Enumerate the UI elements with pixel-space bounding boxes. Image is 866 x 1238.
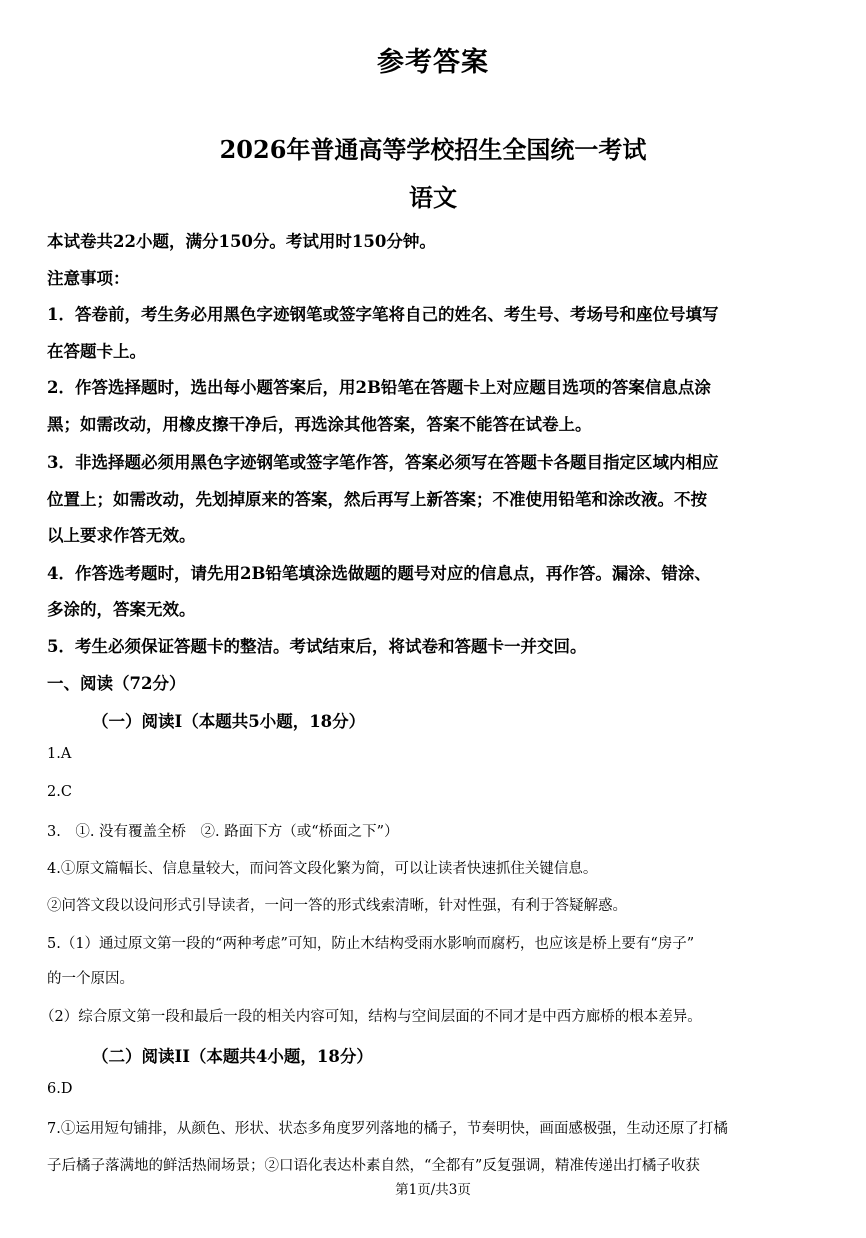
notice-heading: 注意事项：: [47, 269, 130, 288]
exam-title: 2026年普通高等学校招生全国统一考试: [219, 135, 647, 164]
answer-line: 5.（1）通过原文第一段的“两种考虑”可知，防止木结构受雨水影响而腐朽，也应该是桥上要有“房子”: [47, 936, 695, 952]
notice-line: 多涂的，答案无效。: [47, 600, 196, 619]
subject-title: 语文: [409, 183, 457, 212]
notice-line: 位置上；如需改动，先划掉原来的答案，然后再写上新答案；不准使用铅笔和涂改液。不按: [47, 490, 707, 509]
notice-line: 3．非选择题必须用黑色字迹钢笔或签字笔作答，答案必须写在答题卡各题目指定区域内相应: [47, 453, 719, 472]
notice-line: 1．答卷前，考生务必用黑色字迹钢笔或签字笔将自己的姓名、考生号、考场号和座位号填写: [47, 305, 719, 324]
answer-line: 的一个原因。: [47, 971, 134, 987]
answer-line: 2.C: [47, 784, 72, 800]
notice-line: 黑；如需改动，用橡皮擦干净后，再选涂其他答案，答案不能答在试卷上。: [47, 415, 592, 434]
answer-line: （2）综合原文第一段和最后一段的相关内容可知，结构与空间层面的不同才是中西方廊桥的根本差异。: [40, 1009, 702, 1025]
answer-line: 4.①原文篇幅长、信息量较大，而问答文段化繁为简，可以让读者快速抓住关键信息。: [47, 861, 598, 877]
answer-line: 子后橘子落满地的鲜活热闹场景；②口语化表达朴素自然，“全都有”反复强调，精准传递出打橘子收获: [47, 1158, 700, 1174]
page-number: 第1页/共3页: [395, 1182, 471, 1198]
answer-line: 1.A: [47, 746, 72, 762]
notice-line: 2．作答选择题时，选出每小题答案后，用2B铅笔在答题卡上对应题目选项的答案信息点涂: [47, 378, 711, 397]
answer-line: 7.①运用短句铺排，从颜色、形状、状态多角度罗列落地的橘子，节奏明快，画面感极强，生动还原了打橘: [47, 1121, 728, 1137]
notice-line: 以上要求作答无效。: [47, 526, 196, 545]
answer-line: ②问答文段以设问形式引导读者，一问一答的形式线索清晰，针对性强，有利于答疑解惑。: [47, 898, 627, 914]
section-heading: 一、阅读（72分）: [47, 674, 186, 693]
notice-line: 在答题卡上。: [47, 342, 146, 361]
exam-summary: 本试卷共22小题，满分150分。考试用时150分钟。: [47, 232, 436, 251]
notice-line: 4．作答选考题时，请先用2B铅笔填涂选做题的题号对应的信息点，再作答。漏涂、错涂、: [47, 564, 711, 583]
part-heading: （一）阅读I（本题共5小题，18分）: [92, 712, 366, 731]
part-heading: （二）阅读II（本题共4小题，18分）: [92, 1047, 373, 1066]
answer-line: 3. ①. 没有覆盖全桥 ②. 路面下方（或“桥面之下”）: [47, 824, 399, 840]
notice-line: 5．考生必须保证答题卡的整洁。考试结束后，将试卷和答题卡一并交回。: [47, 637, 587, 656]
answer-line: 6.D: [47, 1081, 73, 1097]
answer-title: 参考答案: [377, 47, 489, 78]
